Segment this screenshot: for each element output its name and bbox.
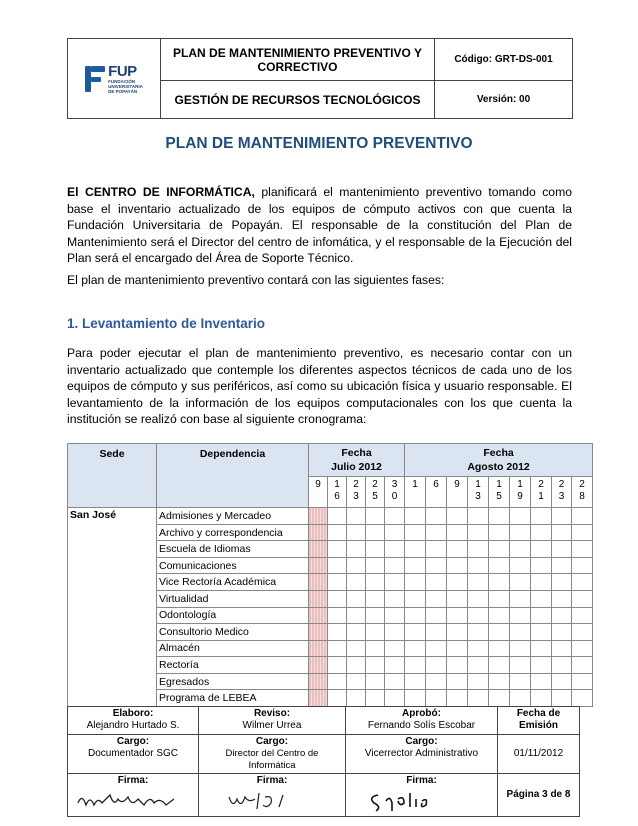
day-cell — [552, 508, 572, 525]
day-cell — [426, 541, 447, 558]
day-cell — [405, 508, 426, 525]
day-cell — [328, 508, 347, 525]
scheduled-day-cell — [309, 690, 328, 707]
day-cell — [552, 640, 572, 657]
day-cell — [510, 607, 531, 624]
day-header-days_july-3 — [366, 477, 385, 508]
dependencia-cell: Vice Rectoría Académica — [157, 574, 309, 591]
signature-elaboro — [70, 787, 180, 813]
day-cell — [347, 690, 366, 707]
day-cell — [468, 541, 489, 558]
logo-sub-1: FUNDACIÓN — [108, 78, 136, 84]
day-cell — [468, 557, 489, 574]
day-cell — [347, 657, 366, 674]
day-cell — [328, 657, 347, 674]
day-cell — [531, 557, 552, 574]
document-title: PLAN DE MANTENIMIENTO PREVENTIVO — [165, 135, 473, 152]
day-cell — [489, 574, 510, 591]
day-header-days_july-0 — [309, 477, 328, 508]
fecha-label-julio: Fecha — [341, 447, 372, 460]
day-digit-b: 5 — [372, 491, 378, 503]
day-header-days_july-2 — [347, 477, 366, 508]
day-cell — [447, 591, 468, 608]
day-cell — [447, 557, 468, 574]
day-cell — [447, 574, 468, 591]
day-digit-b: 3 — [353, 491, 359, 503]
dependencia-cell: Consultorio Medico — [157, 624, 309, 641]
day-cell — [426, 690, 447, 707]
day-cell — [328, 624, 347, 641]
day-digit-a: 3 — [391, 479, 398, 491]
day-cell — [468, 524, 489, 541]
firma-label-3: Firma: — [406, 775, 437, 786]
day-cell — [510, 657, 531, 674]
day-cell — [468, 508, 489, 525]
day-cell — [366, 591, 385, 608]
day-cell — [531, 508, 552, 525]
day-cell — [426, 640, 447, 657]
logo-sub-2: UNIVERSITARIA — [108, 83, 143, 89]
cargo-value-3: Vicerrector Administrativo — [364, 748, 479, 759]
day-digit-a: 1 — [517, 479, 523, 491]
cargo-label-2: Cargo: — [255, 736, 289, 747]
day-cell — [510, 508, 531, 525]
day-cell — [572, 673, 593, 690]
day-header-days_august-0 — [405, 477, 426, 508]
day-cell — [405, 574, 426, 591]
header-code: Código: GRT-DS-001 — [435, 39, 573, 81]
day-cell — [572, 508, 593, 525]
header-fecha-agosto — [405, 444, 593, 477]
header-dependencia: Dependencia — [157, 444, 309, 508]
day-cell — [572, 591, 593, 608]
dependencia-cell: Admisiones y Mercadeo — [157, 508, 309, 525]
day-cell — [531, 690, 552, 707]
fecha-emision-label-1: Fecha de — [516, 708, 561, 719]
header-version: Versión: 00 — [435, 81, 573, 119]
day-cell — [405, 640, 426, 657]
fecha-label-agosto: Fecha — [483, 447, 514, 460]
day-cell — [572, 640, 593, 657]
day-digit-b: 5 — [496, 491, 502, 503]
day-cell — [426, 557, 447, 574]
day-digit-a: 2 — [353, 479, 359, 491]
day-cell — [385, 607, 405, 624]
scheduled-day-cell — [309, 508, 328, 525]
day-cell — [347, 524, 366, 541]
day-cell — [426, 624, 447, 641]
day-cell — [347, 591, 366, 608]
day-header-days_august-5 — [510, 477, 531, 508]
day-digit-b: 3 — [558, 491, 565, 503]
dependencia-cell: Archivo y correspondencia — [157, 524, 309, 541]
day-cell — [328, 574, 347, 591]
day-cell — [552, 673, 572, 690]
day-cell — [385, 690, 405, 707]
day-cell — [385, 541, 405, 558]
logo-sub-3: DE POPAYÁN — [108, 88, 138, 94]
day-cell — [405, 524, 426, 541]
day-cell — [572, 624, 593, 641]
day-cell — [426, 524, 447, 541]
fup-logo — [68, 64, 160, 94]
day-cell — [328, 607, 347, 624]
day-cell — [552, 574, 572, 591]
day-cell — [405, 541, 426, 558]
day-cell — [510, 524, 531, 541]
day-cell — [531, 607, 552, 624]
day-cell — [447, 541, 468, 558]
day-cell — [531, 524, 552, 541]
day-cell — [468, 673, 489, 690]
day-cell — [572, 574, 593, 591]
day-cell — [468, 657, 489, 674]
header-title-line2: CORRECTIVO — [257, 59, 338, 74]
firma-label-1: Firma: — [117, 775, 149, 786]
header-title-line1: PLAN DE MANTENIMIENTO PREVENTIVO Y — [173, 45, 422, 60]
day-header-days_august-3 — [468, 477, 489, 508]
day-cell — [510, 624, 531, 641]
elaboro-label: Elaboro: — [112, 708, 154, 719]
day-cell — [447, 624, 468, 641]
day-digit-a: 9 — [315, 479, 321, 491]
phases-paragraph: El plan de mantenimiento preventivo contará con las siguientes fases: — [67, 273, 445, 287]
day-cell — [385, 673, 405, 690]
scheduled-day-cell — [309, 624, 328, 641]
fup-logo-icon — [85, 64, 105, 94]
day-cell — [468, 690, 489, 707]
approval-footer — [67, 706, 580, 817]
day-cell — [347, 624, 366, 641]
cargo-value-1: Documentador SGC — [87, 748, 179, 759]
dependencia-cell: Comunicaciones — [157, 557, 309, 574]
day-cell — [531, 541, 552, 558]
day-cell — [552, 657, 572, 674]
reviso-cell — [199, 707, 346, 735]
header-fecha-julio — [309, 444, 405, 477]
day-cell — [328, 640, 347, 657]
day-cell — [405, 690, 426, 707]
day-cell — [347, 640, 366, 657]
scheduled-day-cell — [309, 574, 328, 591]
day-cell — [405, 607, 426, 624]
day-digit-a: 2 — [558, 479, 565, 491]
cargo-label-1: Cargo: — [116, 736, 150, 747]
day-cell — [468, 574, 489, 591]
day-header-days_july-1 — [328, 477, 347, 508]
day-header-days_august-8 — [572, 477, 593, 508]
day-digit-a: 6 — [433, 479, 439, 491]
day-cell — [468, 640, 489, 657]
logo-cell — [68, 39, 161, 119]
day-cell — [405, 657, 426, 674]
day-cell — [510, 690, 531, 707]
fecha-emision-cell — [498, 707, 580, 735]
day-cell — [328, 524, 347, 541]
intro-text: planificará el mantenimiento preventivo tomando como base el inventario actualizado de los equipos de cómputo activos con que cuenta la Fundación Universitaria de Popayán. El responsable de la constitución del Plan de Mantenimiento será el Director del centro de infomática, y el responsable de la Ejecución del Plan será el encargado del Área de Soporte Técnico. — [67, 185, 572, 265]
day-digit-a: 2 — [372, 479, 378, 491]
day-cell — [489, 591, 510, 608]
day-cell — [385, 624, 405, 641]
day-cell — [489, 673, 510, 690]
section-title-inventory: 1. Levantamiento de Inventario — [67, 316, 266, 331]
dependencia-cell: Escuela de Idiomas — [157, 541, 309, 558]
dependencia-cell: Virtualidad — [157, 591, 309, 608]
cargo-value-2: Director del Centro de Informática — [225, 748, 319, 771]
day-cell — [552, 557, 572, 574]
day-cell — [510, 541, 531, 558]
day-cell — [489, 607, 510, 624]
dependencia-cell: Almacén — [157, 640, 309, 657]
day-cell — [468, 591, 489, 608]
day-cell — [531, 640, 552, 657]
day-cell — [489, 508, 510, 525]
scheduled-day-cell — [309, 557, 328, 574]
day-cell — [572, 690, 593, 707]
day-cell — [405, 624, 426, 641]
day-digit-a: 1 — [475, 479, 481, 491]
day-header-days_august-7 — [552, 477, 572, 508]
day-digit-a: 9 — [454, 479, 460, 491]
day-cell — [552, 541, 572, 558]
dependencia-cell: Rectoría — [157, 657, 309, 674]
firma-cell-2 — [199, 774, 346, 817]
reviso-label: Reviso: — [253, 708, 291, 719]
intro-paragraph — [67, 184, 572, 267]
dependencia-cell: Programa de LEBEA — [157, 690, 309, 707]
day-cell — [572, 541, 593, 558]
day-cell — [468, 607, 489, 624]
day-cell — [572, 607, 593, 624]
day-cell — [510, 640, 531, 657]
day-digit-b: 8 — [579, 491, 585, 503]
day-cell — [366, 624, 385, 641]
page-number: Página 3 de 8 — [506, 789, 571, 800]
day-cell — [347, 541, 366, 558]
day-cell — [426, 607, 447, 624]
day-cell — [447, 673, 468, 690]
day-cell — [405, 591, 426, 608]
day-cell — [347, 607, 366, 624]
day-cell — [510, 557, 531, 574]
header-title — [161, 39, 435, 81]
day-cell — [489, 640, 510, 657]
aprobo-label: Aprobó: — [402, 708, 441, 719]
day-cell — [489, 524, 510, 541]
day-digit-a: 1 — [334, 479, 340, 491]
day-cell — [489, 690, 510, 707]
day-cell — [347, 508, 366, 525]
day-cell — [531, 624, 552, 641]
signature-reviso — [201, 787, 311, 813]
day-cell — [531, 574, 552, 591]
day-cell — [426, 673, 447, 690]
page-number-cell — [498, 774, 580, 817]
day-cell — [552, 524, 572, 541]
signature-aprobo — [348, 787, 458, 813]
month-julio: Julio 2012 — [331, 461, 382, 474]
day-cell — [366, 690, 385, 707]
schedule-table — [67, 443, 593, 707]
cargo-label-3: Cargo: — [405, 736, 438, 747]
day-digit-b: 6 — [334, 491, 340, 503]
day-cell — [328, 690, 347, 707]
day-cell — [531, 657, 552, 674]
day-cell — [489, 557, 510, 574]
day-cell — [385, 557, 405, 574]
day-cell — [447, 657, 468, 674]
day-cell — [347, 574, 366, 591]
day-cell — [510, 673, 531, 690]
day-cell — [385, 574, 405, 591]
day-header-days_july-4 — [385, 477, 405, 508]
day-cell — [328, 673, 347, 690]
day-cell — [385, 657, 405, 674]
day-cell — [489, 624, 510, 641]
day-cell — [531, 591, 552, 608]
aprobo-name: Fernando Solís Escobar — [367, 720, 476, 731]
header-sede: Sede — [68, 444, 157, 508]
month-agosto: Agosto 2012 — [467, 461, 530, 474]
elaboro-cell — [68, 707, 199, 735]
intro-bold: El CENTRO DE INFORMÁTICA, — [67, 185, 255, 199]
day-cell — [447, 508, 468, 525]
day-cell — [552, 607, 572, 624]
day-cell — [510, 574, 531, 591]
day-digit-a: 1 — [412, 479, 418, 491]
day-header-days_august-1 — [426, 477, 447, 508]
scheduled-day-cell — [309, 657, 328, 674]
day-cell — [426, 657, 447, 674]
day-cell — [366, 541, 385, 558]
cargo-cell-2 — [199, 735, 346, 774]
day-cell — [447, 607, 468, 624]
cargo-cell-1 — [68, 735, 199, 774]
day-cell — [447, 524, 468, 541]
day-digit-a: 1 — [496, 479, 502, 491]
day-cell — [385, 508, 405, 525]
day-cell — [489, 541, 510, 558]
day-cell — [385, 591, 405, 608]
elaboro-name: Alejandro Hurtado S. — [86, 720, 180, 731]
day-header-days_august-4 — [489, 477, 510, 508]
day-cell — [426, 591, 447, 608]
day-cell — [405, 673, 426, 690]
day-cell — [366, 673, 385, 690]
inventory-paragraph: Para poder ejecutar el plan de mantenimiento preventivo, es necesario contar con un inventario actualizado que contemple los diferentes aspectos técnicos de cada uno de los equipos de cómputo y sus periféricos, así como su ubicación física y usuario responsable. El levantamiento de la información de los equipos computacionales con los que cuenta la institución se realizó con base al siguiente cronograma: — [67, 346, 572, 426]
day-cell — [366, 508, 385, 525]
header-subtitle: GESTIÓN DE RECURSOS TECNOLÓGICOS — [161, 81, 435, 119]
sede-cell: San José — [68, 508, 157, 707]
day-cell — [366, 557, 385, 574]
day-cell — [447, 640, 468, 657]
day-cell — [366, 524, 385, 541]
day-cell — [468, 624, 489, 641]
fecha-emision-label-2: Emisión — [519, 720, 558, 731]
firma-cell-1 — [68, 774, 199, 817]
reviso-name: Wilmer Urrea — [242, 720, 302, 731]
day-cell — [489, 657, 510, 674]
day-digit-b: 9 — [517, 491, 523, 503]
scheduled-day-cell — [309, 541, 328, 558]
aprobo-cell — [346, 707, 498, 735]
day-cell — [572, 524, 593, 541]
dependencia-cell: Egresados — [157, 673, 309, 690]
fecha-emision-value: 01/11/2012 — [498, 735, 580, 774]
firma-label-2: Firma: — [256, 775, 288, 786]
day-digit-b: 1 — [538, 491, 544, 503]
day-cell — [328, 591, 347, 608]
day-cell — [366, 607, 385, 624]
table-row — [68, 508, 593, 525]
day-cell — [385, 640, 405, 657]
day-cell — [347, 557, 366, 574]
day-cell — [552, 591, 572, 608]
day-cell — [552, 690, 572, 707]
day-cell — [347, 673, 366, 690]
day-cell — [552, 624, 572, 641]
day-cell — [328, 541, 347, 558]
day-cell — [531, 673, 552, 690]
logo-name: FUP — [108, 62, 137, 80]
scheduled-day-cell — [309, 524, 328, 541]
day-digit-a: 2 — [538, 479, 544, 491]
scheduled-day-cell — [309, 591, 328, 608]
day-cell — [405, 557, 426, 574]
scheduled-day-cell — [309, 607, 328, 624]
day-cell — [366, 574, 385, 591]
day-cell — [572, 657, 593, 674]
day-cell — [447, 690, 468, 707]
document-header — [67, 38, 573, 119]
day-digit-b: 3 — [475, 491, 481, 503]
day-cell — [572, 557, 593, 574]
day-digit-b: 0 — [391, 491, 398, 503]
day-cell — [328, 557, 347, 574]
firma-cell-3 — [346, 774, 498, 817]
dependencia-cell: Odontología — [157, 607, 309, 624]
day-digit-a: 2 — [579, 479, 585, 491]
day-cell — [426, 508, 447, 525]
day-cell — [426, 574, 447, 591]
cargo-cell-3 — [346, 735, 498, 774]
day-cell — [366, 657, 385, 674]
day-cell — [366, 640, 385, 657]
day-header-days_august-2 — [447, 477, 468, 508]
day-cell — [385, 524, 405, 541]
scheduled-day-cell — [309, 640, 328, 657]
scheduled-day-cell — [309, 673, 328, 690]
day-header-days_august-6 — [531, 477, 552, 508]
day-cell — [510, 591, 531, 608]
